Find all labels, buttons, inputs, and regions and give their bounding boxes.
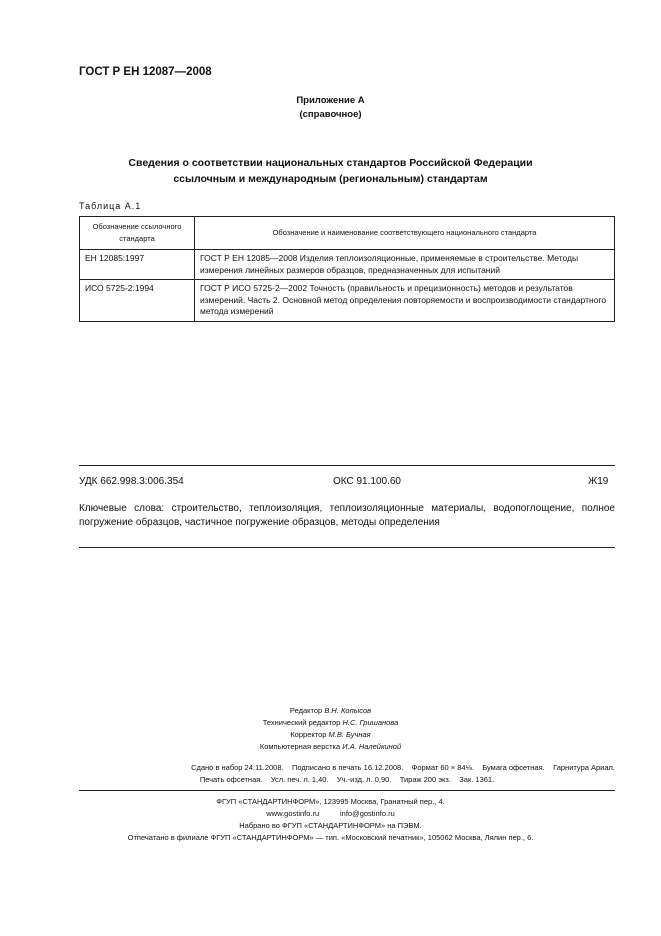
reference-standard-cell: ЕН 12085:1997 [80,250,195,280]
reference-standard-cell: ИСО 5725-2:1994 [80,280,195,322]
appendix-title: Приложение А [296,95,365,106]
keywords: Ключевые слова: строительство, теплоизоляция, теплоизоляционные материалы, водопоглощение, полное погружение образцов, частичное погружение образцов, методы определения [79,503,615,528]
oks-code: ОКС 91.100.60 [333,476,401,487]
credit-person: И.А. Налейкиной [342,742,402,751]
standard-code-header: ГОСТ Р ЕН 12087—2008 [79,66,212,78]
table-label: Таблица А.1 [79,201,142,211]
national-standard-cell: ГОСТ Р ИСО 5725-2—2002 Точность (правильность и прецизионность) методов и результатов измерений. Часть 2. Основной метод определения повторяемости и воспроизводимости стандартного метода измерений [195,280,615,322]
table-row [80,280,615,322]
divider-imprint [79,790,615,791]
publishing-info-line-1: Сдано в набор 24.11.2008. Подписано в печать 16.12.2008. Формат 60 × 84⅛. Бумага офсетная. Гарнитура Ариал. [191,763,615,772]
credit-role: Корректор [290,730,327,739]
credit-layout [0,740,661,753]
appendix-subtitle: (справочное) [299,109,362,120]
reference-standards-table [79,216,615,322]
credit-person: М.В. Бучная [328,730,371,739]
credit-person: Н.С. Гришанова [342,718,399,727]
credit-role: Технический редактор [262,718,341,727]
section-title-line-1: Сведения о соответствии национальных стандартов Российской Федерации [128,157,533,169]
divider-bottom [79,547,615,548]
credit-role: Компьютерная верстка [259,742,341,751]
udk-code: УДК 662.998.3:006.354 [79,476,184,487]
column-header-reference: Обозначение ссылочного стандарта [80,217,195,250]
table-header-row [80,217,615,250]
divider-top [79,465,615,466]
publishing-info-line-2: Печать офсетная. Усл. печ. л. 1,40. Уч.-изд. л. 0,90. Тираж 200 экз. Зак. 1361. [199,775,495,784]
imprint-address: ФГУП «СТАНДАРТИНФОРМ», 123995 Москва, Гранатный пер., 4. [216,797,445,806]
section-title-line-2: ссылочным и международным (региональным) стандартам [173,173,488,185]
imprint-contacts: www.gostinfo.ru info@gostinfo.ru [266,809,395,818]
credit-person: В.Н. Копысов [324,706,372,715]
table-row [80,250,615,280]
classifier-code: Ж19 [588,476,609,487]
imprint-printed: Отпечатано в филиале ФГУП «СТАНДАРТИНФОРМ» — тип. «Московский печатник», 105062 Москва, Лялин пер., 6. [127,833,534,842]
credit-role: Редактор [289,706,323,715]
imprint-typeset: Набрано во ФГУП «СТАНДАРТИНФОРМ» на ПЭВМ. [239,821,422,830]
column-header-national: Обозначение и наименование соответствующего национального стандарта [195,217,615,250]
national-standard-cell: ГОСТ Р ЕН 12085—2008 Изделия теплоизоляционные, применяемые в строительстве. Методы измерения линейных размеров образцов, предназначенных для испытаний [195,250,615,280]
